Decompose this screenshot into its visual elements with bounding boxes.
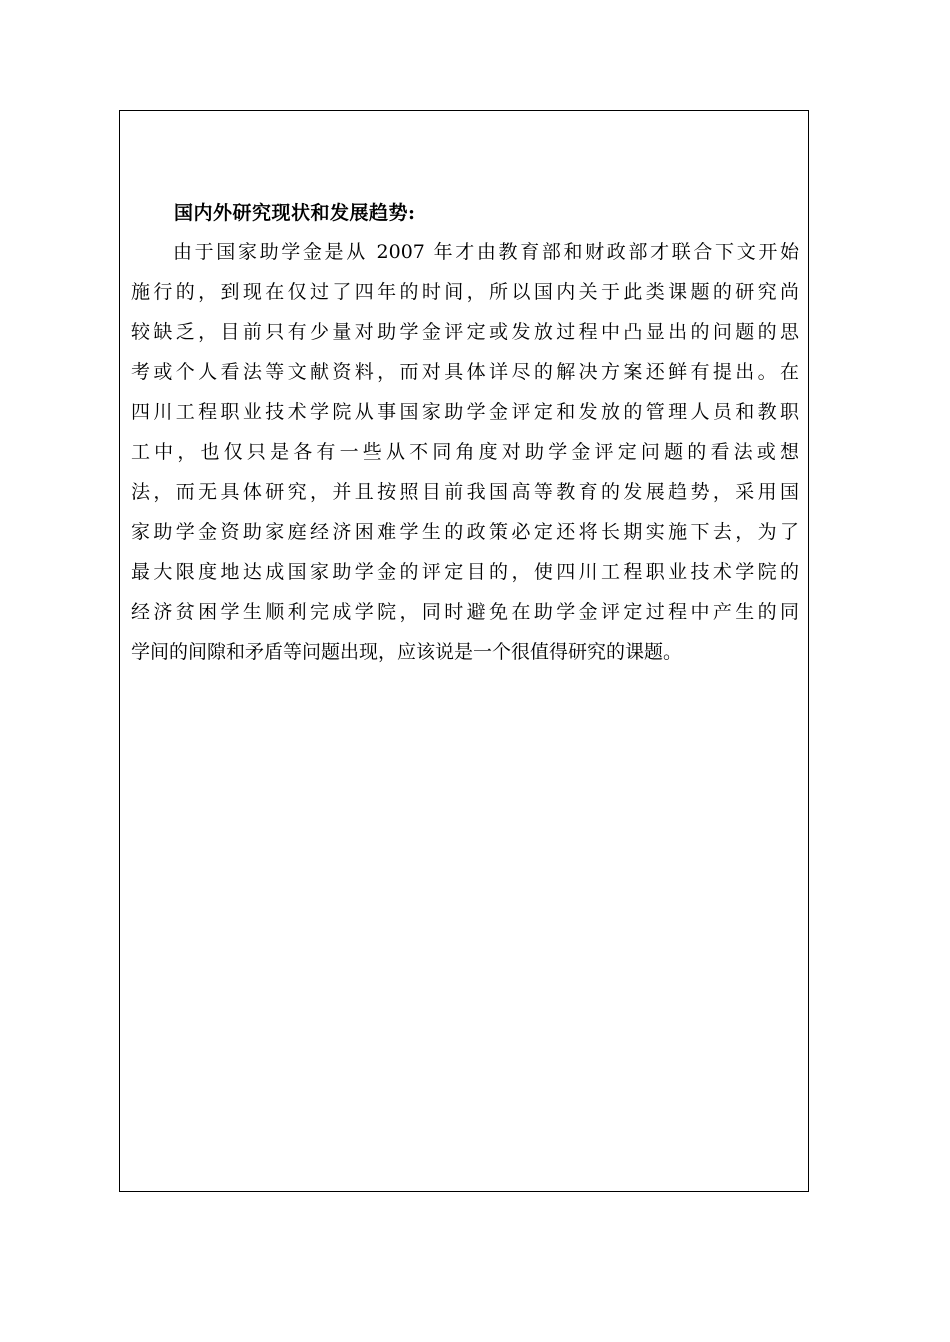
section-heading: 国内外研究现状和发展趋势: bbox=[174, 202, 416, 224]
paragraph-line: 四川工程职业技术学院从事国家助学金评定和发放的管理人员和教职 bbox=[131, 401, 799, 423]
body-paragraph bbox=[131, 238, 799, 678]
paragraph-line: 考或个人看法等文献资料，而对具体详尽的解决方案还鲜有提出。在 bbox=[131, 361, 799, 383]
paragraph-line: 工中，也仅只是各有一些从不同角度对助学金评定问题的看法或想 bbox=[131, 441, 799, 463]
paragraph-line: 施行的，到现在仅过了四年的时间，所以国内关于此类课题的研究尚 bbox=[131, 281, 799, 303]
paragraph-line: 经济贫困学生顺利完成学院，同时避免在助学金评定过程中产生的同 bbox=[131, 601, 799, 623]
paragraph-line: 家助学金资助家庭经济困难学生的政策必定还将长期实施下去，为了 bbox=[131, 521, 799, 543]
paragraph-line: 最大限度地达成国家助学金的评定目的，使四川工程职业技术学院的 bbox=[131, 561, 799, 583]
paragraph-line: 由于国家助学金是从 2007 年才由教育部和财政部才联合下文开始 bbox=[173, 241, 799, 263]
paragraph-line: 学间的间隙和矛盾等问题出现，应该说是一个很值得研究的课题。 bbox=[131, 641, 683, 663]
paragraph-line: 法，而无具体研究，并且按照目前我国高等教育的发展趋势，采用国 bbox=[131, 481, 799, 503]
paragraph-line: 较缺乏，目前只有少量对助学金评定或发放过程中凸显出的问题的思 bbox=[131, 321, 799, 343]
